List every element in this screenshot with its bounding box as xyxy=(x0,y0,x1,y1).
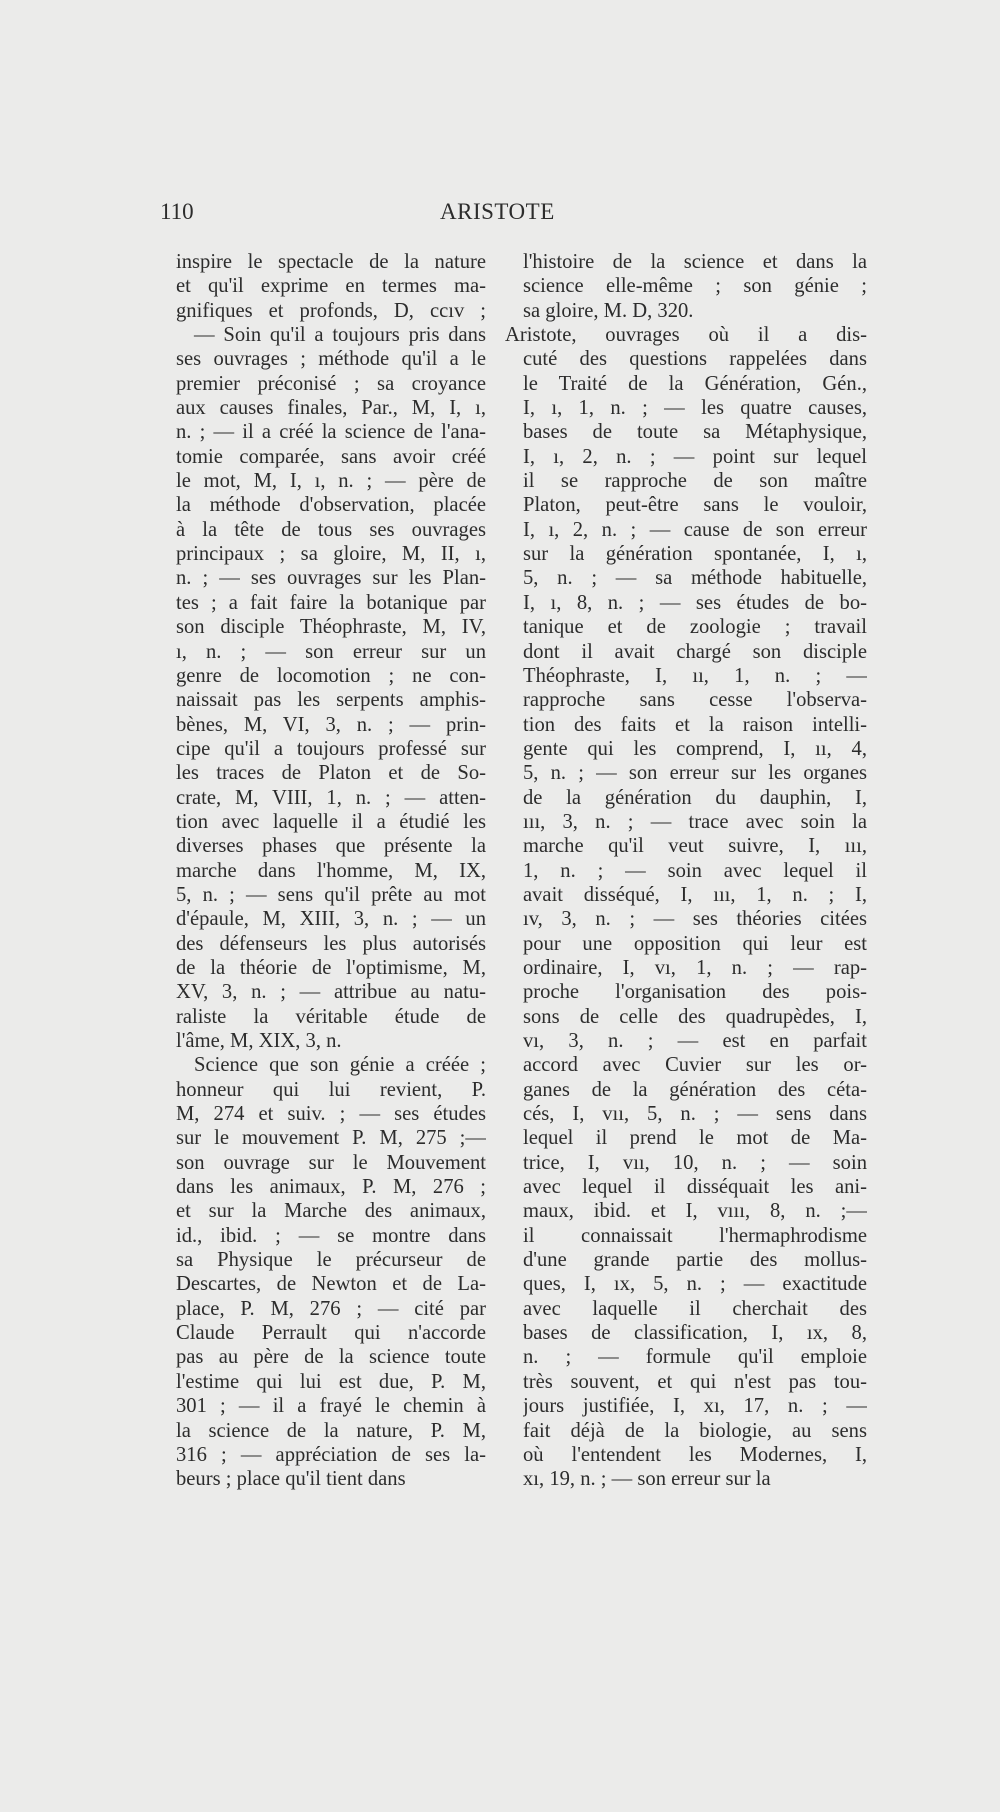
text-line: bases de classification, I, ıx, 8, xyxy=(523,1322,867,1345)
text-line: ordinaire, I, vı, 1, n. ; — rap- xyxy=(523,956,867,979)
left-column xyxy=(176,250,486,1492)
text-line: l'âme, M, XIX, 3, n. xyxy=(176,1030,342,1052)
text-line: avec laquelle il cherchait des xyxy=(523,1297,867,1320)
text-line: le mot, M, I, ı, n. ; — père de xyxy=(176,470,486,493)
text-line: bases de toute sa Métaphysique, xyxy=(523,421,867,444)
page-number: 110 xyxy=(160,199,194,224)
text-line: à la tête de tous ses ouvrages xyxy=(176,518,486,541)
text-line: et qu'il exprime en termes ma- xyxy=(176,275,486,298)
text-line: ı, n. ; — son erreur sur un xyxy=(176,640,486,663)
text-line: marche qu'il veut suivre, I, ııı, xyxy=(523,835,867,858)
text-line: inspire le spectacle de la nature xyxy=(176,251,486,273)
text-line: 301 ; — il a frayé le chemin à xyxy=(176,1395,486,1418)
text-line: 1, n. ; — soin avec lequel il xyxy=(523,859,867,882)
text-line: accord avec Cuvier sur les or- xyxy=(523,1054,867,1077)
text-line: gente qui les comprend, I, ıı, 4, xyxy=(523,737,867,760)
text-line: honneur qui lui revient, P. xyxy=(176,1078,486,1101)
text-line: sur la génération spontanée, I, ı, xyxy=(523,543,867,566)
text-line: I, ı, 2, n. ; — cause de son erreur xyxy=(523,518,867,541)
text-line: principaux ; sa gloire, M, II, ı, xyxy=(176,543,486,566)
text-line: — Soin qu'il a toujours pris dans xyxy=(194,324,486,347)
text-line: ques, I, ıx, 5, n. ; — exactitude xyxy=(523,1273,867,1296)
text-line: où l'entendent les Modernes, I, xyxy=(523,1443,867,1466)
text-line: maux, ibid. et I, vııı, 8, n. ;— xyxy=(523,1200,867,1223)
text-line: premier préconisé ; sa croyance xyxy=(176,372,486,395)
text-line: I, ı, 2, n. ; — point sur lequel xyxy=(523,445,867,468)
text-line: avec lequel il disséquait les ani- xyxy=(523,1176,867,1199)
text-line: 5, n. ; — sens qu'il prête au mot xyxy=(176,883,486,906)
text-line: science elle-même ; son génie ; xyxy=(523,275,867,298)
text-line: dans les animaux, P. M, 276 ; xyxy=(176,1176,486,1199)
right-column xyxy=(505,250,867,1492)
text-line: pour une opposition qui leur est xyxy=(523,932,867,955)
text-line: beurs ; place qu'il tient dans xyxy=(176,1468,406,1491)
text-line: trice, I, vıı, 10, n. ; — soin xyxy=(523,1151,867,1174)
text-line: genre de locomotion ; ne con- xyxy=(176,664,486,687)
text-line: xı, 19, n. ; — son erreur sur la xyxy=(523,1468,771,1491)
text-line: place, P. M, 276 ; — cité par xyxy=(176,1297,486,1320)
text-line: pas au père de la science toute xyxy=(176,1346,486,1369)
text-line: gnifiques et profonds, D, ccıv ; xyxy=(176,299,486,322)
text-line: dont il avait chargé son disciple xyxy=(523,640,867,663)
text-line: il connaissait l'hermaphrodisme xyxy=(523,1224,867,1247)
text-line: les traces de Platon et de So- xyxy=(176,762,486,785)
running-title: ARISTOTE xyxy=(440,199,555,224)
text-line: jours justifiée, I, xı, 17, n. ; — xyxy=(523,1395,867,1418)
text-line: Claude Perrault qui n'accorde xyxy=(176,1322,486,1345)
text-line: Descartes, de Newton et de La- xyxy=(176,1273,486,1296)
text-line: son disciple Théophraste, M, IV, xyxy=(176,616,486,639)
text-line: 316 ; — appréciation de ses la- xyxy=(176,1443,486,1466)
text-line: d'une grande partie des mollus- xyxy=(523,1249,867,1272)
text-line: de la génération du dauphin, I, xyxy=(523,786,867,809)
text-line: I, ı, 1, n. ; — les quatre causes, xyxy=(523,397,867,420)
text-line: diverses phases que présente la xyxy=(176,835,486,858)
text-line: n. ; — formule qu'il emploie xyxy=(523,1346,867,1369)
text-line: lequel il prend le mot de Ma- xyxy=(523,1127,867,1150)
text-line: sa Physique le précurseur de xyxy=(176,1249,486,1272)
text-line: le Traité de la Génération, Gén., xyxy=(523,372,867,395)
text-line: Théophraste, I, ıı, 1, n. ; — xyxy=(523,664,867,687)
text-line: ganes de la génération des céta- xyxy=(523,1078,867,1101)
text-line: Science que son génie a créée ; xyxy=(194,1054,486,1077)
text-line: et sur la Marche des animaux, xyxy=(176,1200,486,1223)
text-line: Aristote, ouvrages où il a dis- xyxy=(505,324,867,347)
text-line: l'histoire de la science et dans la xyxy=(523,251,867,273)
text-line: vı, 3, n. ; — est en parfait xyxy=(523,1030,867,1052)
text-line: cuté des questions rappelées dans xyxy=(523,348,867,371)
text-line: naissait pas les serpents amphis- xyxy=(176,689,486,712)
text-line: XV, 3, n. ; — attribue au natu- xyxy=(176,981,486,1004)
text-line: tomie comparée, sans avoir créé xyxy=(176,445,486,468)
text-line: très souvent, et qui n'est pas tou- xyxy=(523,1370,867,1393)
text-line: des défenseurs les plus autorisés xyxy=(176,932,486,955)
text-line: la méthode d'observation, placée xyxy=(176,494,486,517)
text-line: cés, I, vıı, 5, n. ; — sens dans xyxy=(523,1103,867,1126)
text-line: avait disséqué, I, ııı, 1, n. ; I, xyxy=(523,883,867,906)
text-line: tanique et de zoologie ; travail xyxy=(523,616,867,639)
text-line: fait déjà de la biologie, au sens xyxy=(523,1419,867,1442)
text-line: sons de celle des quadrupèdes, I, xyxy=(523,1005,867,1028)
text-line: bènes, M, VI, 3, n. ; — prin- xyxy=(176,713,486,736)
text-line: ıv, 3, n. ; — ses théories citées xyxy=(523,908,867,931)
text-line: proche l'organisation des pois- xyxy=(523,981,867,1004)
text-line: d'épaule, M, XIII, 3, n. ; — un xyxy=(176,908,486,931)
text-line: 5, n. ; — sa méthode habituelle, xyxy=(523,567,867,590)
text-line: crate, M, VIII, 1, n. ; — atten- xyxy=(176,786,486,809)
text-line: tion avec laquelle il a étudié les xyxy=(176,810,486,833)
text-line: n. ; — il a créé la science de l'ana- xyxy=(176,421,486,444)
text-line: M, 274 et suiv. ; — ses études xyxy=(176,1103,486,1126)
text-line: son ouvrage sur le Mouvement xyxy=(176,1151,486,1174)
text-line: rapproche sans cesse l'observa- xyxy=(523,689,867,712)
text-line: sur le mouvement P. M, 275 ;— xyxy=(176,1127,486,1150)
text-line: l'estime qui lui est due, P. M, xyxy=(176,1370,486,1393)
text-line: de la théorie de l'optimisme, M, xyxy=(176,956,486,979)
text-line: la science de la nature, P. M, xyxy=(176,1419,486,1442)
text-line: ses ouvrages ; méthode qu'il a le xyxy=(176,348,486,371)
text-line: Platon, peut-être sans le vouloir, xyxy=(523,494,867,517)
text-line: marche dans l'homme, M, IX, xyxy=(176,859,486,882)
text-line: I, ı, 8, n. ; — ses études de bo- xyxy=(523,591,867,614)
text-line: il se rapproche de son maître xyxy=(523,470,867,493)
text-line: aux causes finales, Par., M, I, ı, xyxy=(176,397,486,420)
text-line: id., ibid. ; — se montre dans xyxy=(176,1224,486,1247)
text-line: ııı, 3, n. ; — trace avec soin la xyxy=(523,810,867,833)
text-line: tion des faits et la raison intelli- xyxy=(523,713,867,736)
text-line: sa gloire, M. D, 320. xyxy=(523,299,694,322)
text-line: tes ; a fait faire la botanique par xyxy=(176,591,486,614)
text-line: cipe qu'il a toujours professé sur xyxy=(176,737,486,760)
text-line: 5, n. ; — son erreur sur les organes xyxy=(523,762,867,785)
text-line: n. ; — ses ouvrages sur les Plan- xyxy=(176,567,486,590)
text-line: raliste la véritable étude de xyxy=(176,1005,486,1028)
